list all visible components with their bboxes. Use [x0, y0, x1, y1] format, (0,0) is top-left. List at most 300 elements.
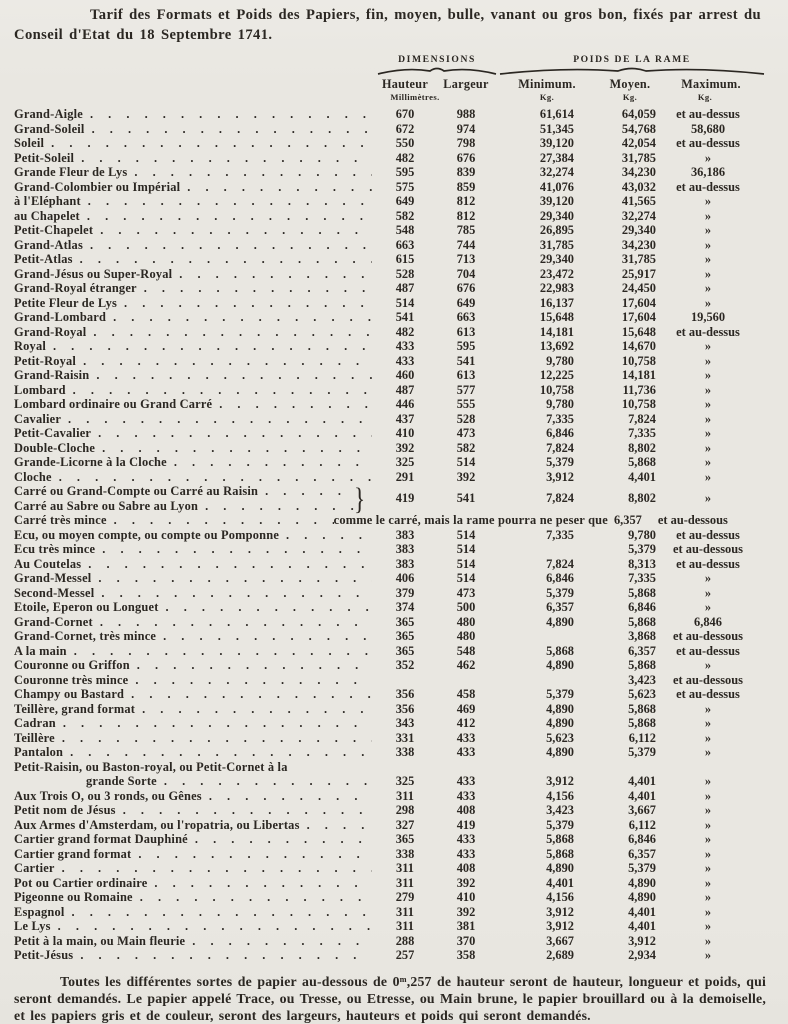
maximum-value: 6,846: [694, 614, 722, 629]
format-name: Pigeonne ou Romaine: [14, 890, 133, 904]
format-name-cell: [14, 223, 376, 238]
format-name: Couronne ou Griffon: [14, 658, 130, 672]
largeur-value: 500: [456, 600, 476, 614]
format-name-cell: [14, 687, 376, 702]
largeur-value: 514: [456, 527, 476, 542]
format-name-cell: [14, 470, 376, 485]
format-name: Petit-Cavalier: [14, 426, 92, 440]
hauteur-value: 672: [395, 121, 415, 136]
brace-glyph: }: [354, 481, 366, 516]
spanning-note: comme le carré, mais la rame pourra ne peser que: [333, 513, 608, 527]
format-name: Pantalon: [14, 745, 64, 759]
moyen-value: 4,401: [628, 919, 656, 933]
moyen-value: 6,357: [628, 643, 656, 658]
moyen-value: 17,604: [621, 295, 656, 310]
largeur-value: 548: [456, 643, 476, 658]
format-name: Petit nom de Jésus: [14, 803, 116, 817]
format-name: Espagnol: [14, 904, 65, 919]
table-row: [14, 397, 766, 412]
hauteur-value: 288: [395, 933, 415, 948]
table-row: [14, 615, 766, 630]
dot-leader: [61, 412, 372, 427]
hauteur-value: 352: [395, 658, 415, 672]
format-name-cell: [14, 832, 376, 847]
minimum-value: 4,401: [546, 875, 574, 890]
largeur-value: 433: [456, 832, 476, 846]
maximum-value: et au-dessous: [673, 542, 743, 556]
hauteur-value: 615: [395, 252, 415, 266]
hauteur-value: 433: [395, 339, 415, 353]
dot-leader: [300, 818, 372, 833]
moyen-value: 11,736: [622, 382, 656, 397]
hauteur-value: 487: [395, 382, 415, 397]
format-name: Grand-Royal étranger: [14, 281, 137, 295]
format-name: Ecu très mince: [14, 542, 96, 556]
moyen-value: 34,230: [621, 237, 656, 252]
hauteur-value: 365: [395, 614, 415, 629]
dot-leader: [93, 615, 372, 630]
maximum-value: et au-dessus: [676, 556, 740, 571]
format-name-cell: [14, 310, 376, 325]
format-name: Carré ou Grand-Compte ou Carré au Raisin: [14, 484, 259, 498]
format-name: Au Coutelas: [14, 556, 82, 571]
hauteur-value: 279: [395, 890, 415, 904]
largeur-value: 514: [456, 455, 476, 469]
minimum-value: 9,780: [546, 397, 574, 411]
dot-leader: [81, 557, 372, 572]
largeur-value: 541: [456, 353, 476, 368]
maximum-value: »: [704, 223, 712, 237]
largeur-value: 676: [456, 281, 476, 295]
maximum-value: »: [704, 919, 712, 933]
moyen-value: 9,780: [628, 527, 656, 542]
dot-leader: [116, 803, 372, 818]
largeur-value: 433: [456, 730, 476, 745]
format-name-cell: [14, 818, 376, 833]
format-name: Cartier grand format Dauphiné: [14, 832, 188, 846]
dot-leader: [85, 122, 372, 137]
dimensions-brace: [376, 65, 498, 76]
minimum-value: 3,423: [546, 803, 574, 817]
hauteur-value: 649: [395, 194, 415, 208]
dot-leader: [130, 658, 372, 673]
maximum-value: »: [704, 339, 712, 353]
largeur-value: 812: [456, 194, 476, 208]
table-row: [14, 644, 766, 659]
format-name: Petit à la main, ou Main fleurie: [14, 933, 186, 948]
format-name: Aux Trois O, ou 3 ronds, ou Gênes: [14, 788, 202, 803]
table-row: [14, 339, 766, 354]
dot-leader: [80, 209, 372, 224]
largeur-value: 358: [456, 948, 476, 962]
maximum-value: »: [704, 658, 712, 672]
moyen-value: 5,868: [628, 658, 656, 672]
moyen-value: 15,648: [621, 324, 656, 339]
maximum-value: »: [704, 150, 712, 165]
moyen-value: 17,604: [621, 310, 656, 324]
moyen-value: 25,917: [621, 266, 656, 281]
format-name: Petit-Soleil: [14, 150, 75, 165]
maximum-value: »: [704, 904, 712, 919]
dot-leader: [137, 281, 372, 296]
format-name: Double-Cloche: [14, 440, 96, 455]
dot-leader: [156, 629, 372, 644]
moyen-value: 4,401: [628, 788, 656, 803]
minimum-value: 7,824: [546, 556, 574, 571]
minimum-value: 4,890: [546, 658, 574, 672]
format-name: Teillère, grand format: [14, 701, 136, 716]
format-name: Grande-Licorne à la Cloche: [14, 455, 167, 469]
format-name: Royal: [14, 339, 46, 353]
table-row: [14, 426, 766, 441]
table-row: [14, 223, 766, 238]
moyen-value: 3,912: [628, 933, 656, 948]
table-row: [14, 122, 766, 137]
format-name-cell: [14, 629, 376, 644]
dot-leader: [279, 528, 372, 543]
format-name: Grand-Atlas: [14, 237, 83, 252]
minimum-value: 3,912: [546, 919, 574, 933]
dot-leader: [55, 861, 372, 876]
maximum-value: »: [704, 846, 712, 861]
format-name: Aux Armes d'Amsterdam, ou l'ropatria, ou Libertas: [14, 817, 300, 832]
maximum-value: et au-dessous: [673, 672, 743, 687]
moyen-value: 42,054: [621, 136, 656, 150]
format-name: Petit-Jésus: [14, 948, 74, 962]
table-row: [14, 252, 766, 267]
format-name: Grand-Lombard: [14, 310, 107, 324]
minimum-value: 5,379: [546, 585, 574, 600]
group-header-dimensions: DIMENSIONS: [398, 54, 476, 65]
moyen-value: 10,758: [621, 397, 656, 411]
format-name-cell: [14, 397, 376, 412]
maximum-value: »: [704, 774, 712, 788]
dot-leader: [157, 774, 372, 789]
moyen-value: 54,768: [621, 121, 656, 136]
format-name-cell: [14, 557, 376, 572]
footer-paragraph: Toutes les différentes sortes de papier au-dessous de 0ᵐ,257 de hauteur seront de hauteur, longueur et poids, qui seront demandés. Le papier appelé Trace, ou Tresse, ou Etresse, ou Main brune, le papier brouillard ou à la demoiselle, et les papiers gris et de couleur, seront des largeurs, hauteurs et poids qui seront demandés.: [14, 973, 766, 1023]
moyen-value: 5,868: [628, 701, 656, 716]
maximum-value: et au-dessus: [676, 687, 740, 701]
minimum-value: [498, 673, 584, 688]
table-row: [14, 107, 766, 122]
minimum-value: 5,379: [546, 687, 574, 701]
dot-leader: [83, 107, 372, 122]
format-name-cell: [14, 644, 376, 659]
dot-leader: [73, 252, 372, 267]
maximum-value: »: [704, 890, 712, 904]
largeur-value: 613: [456, 368, 476, 382]
dot-leader: [44, 136, 372, 151]
hauteur-value: 327: [395, 817, 415, 832]
format-name-cell: [14, 209, 376, 224]
format-name: Teillère: [14, 730, 55, 745]
hauteur-value: 582: [395, 208, 415, 223]
largeur-value: 412: [456, 716, 476, 730]
dot-leader: [128, 673, 372, 688]
table-row: [14, 789, 766, 804]
maximum-value: »: [704, 411, 712, 426]
format-name-cell: [14, 702, 376, 717]
table-row: [14, 136, 766, 151]
hauteur-value: 365: [395, 832, 415, 846]
hauteur-value: 460: [395, 368, 415, 382]
largeur-value: 812: [456, 208, 476, 223]
table-row: [14, 325, 766, 340]
maximum-value: »: [704, 817, 712, 832]
dot-leader: [147, 876, 372, 891]
table-row: [14, 847, 766, 862]
table-row: [14, 803, 766, 818]
table-row: [14, 238, 766, 253]
largeur-value: 433: [456, 774, 476, 788]
dot-leader: [185, 934, 372, 949]
table-row: [14, 760, 766, 775]
format-name-cell: [14, 325, 376, 340]
minimum-value: 27,384: [539, 150, 574, 165]
table-row: [14, 368, 766, 383]
format-name-cell: [14, 658, 376, 673]
format-name-cell: [14, 165, 376, 180]
minimum-value: 4,890: [546, 745, 574, 759]
dot-leader: [94, 586, 372, 601]
table-row: [14, 818, 766, 833]
format-name: Petite Fleur de Lys: [14, 295, 118, 310]
table-row: [14, 629, 766, 644]
dot-leader: [67, 644, 372, 659]
hauteur-value: 392: [395, 440, 415, 455]
col-header-hauteur: Hauteur: [381, 77, 429, 91]
table-row: [14, 481, 766, 516]
hauteur-value: 311: [396, 861, 414, 875]
format-name-cell: [14, 731, 376, 746]
format-name-cell: [14, 716, 376, 731]
table-row: [14, 267, 766, 282]
dot-leader: [127, 165, 372, 180]
col-header-largeur: Largeur: [443, 77, 489, 91]
minimum-value: 5,379: [546, 455, 574, 469]
moyen-value: 6,846: [628, 600, 656, 614]
largeur-value: 988: [456, 107, 476, 121]
format-name: Petit-Chapelet: [14, 223, 94, 237]
maximum-value: »: [704, 194, 712, 208]
minimum-value: 4,890: [546, 716, 574, 730]
largeur-value: 480: [456, 614, 476, 629]
format-name-cell: [14, 905, 376, 920]
moyen-value: 8,313: [628, 556, 656, 571]
largeur-value: 859: [456, 179, 476, 194]
largeur-value: 785: [456, 223, 476, 237]
format-name: Grand-Raisin: [14, 368, 90, 382]
dot-leader: [202, 789, 372, 804]
maximum-value: 58,680: [690, 121, 726, 136]
format-name: Petit-Royal: [14, 353, 77, 368]
dot-leader: [65, 905, 373, 920]
table-row: [14, 673, 766, 688]
format-name-cell: [14, 745, 376, 760]
minimum-value: 31,785: [539, 237, 574, 252]
format-name-cell: [14, 339, 376, 354]
minimum-value: 2,689: [546, 948, 574, 962]
hauteur-value: 514: [395, 295, 415, 310]
moyen-value: 7,335: [628, 426, 656, 440]
format-name: grande Sorte: [86, 774, 157, 788]
maximum-value: »: [704, 571, 712, 585]
table-row: [14, 194, 766, 209]
minimum-value: 4,890: [546, 861, 574, 875]
minimum-value: 26,895: [539, 223, 574, 237]
largeur-value: 663: [456, 310, 476, 324]
maximum-value: et au-dessous: [673, 629, 743, 643]
table-row: [14, 934, 766, 949]
maximum-value: »: [704, 295, 712, 310]
moyen-value: 6,112: [628, 730, 656, 745]
minimum-value: 22,983: [539, 281, 574, 295]
moyen-value: 32,274: [621, 208, 656, 223]
format-name: Cadran: [14, 716, 56, 730]
largeur-value: 381: [456, 919, 476, 933]
largeur-value: 798: [456, 136, 476, 150]
hauteur-value: 356: [395, 701, 415, 716]
format-name: Lombard ordinaire ou Grand Carré: [14, 397, 213, 411]
dot-leader: [172, 267, 372, 282]
dot-leader: [66, 383, 372, 398]
largeur-value: 577: [456, 382, 476, 397]
maximum-value: et au-dessus: [676, 179, 740, 194]
moyen-value: 5,868: [628, 716, 656, 730]
moyen-value: 6,112: [628, 817, 656, 832]
minimum-value: 5,868: [546, 832, 574, 846]
format-name: au Chapelet: [14, 208, 80, 223]
dot-leader: [93, 223, 372, 238]
table-row: [14, 412, 766, 427]
moyen-value: 3,868: [628, 629, 656, 643]
format-name-cell: [14, 760, 766, 775]
hauteur-value: 575: [395, 179, 415, 194]
maximum-value: »: [704, 745, 712, 759]
table-rows: [14, 107, 766, 963]
table-row: [14, 383, 766, 398]
moyen-value: 29,340: [621, 223, 656, 237]
poids-brace: [498, 65, 766, 76]
moyen-value: 31,785: [621, 150, 656, 165]
minimum-value: [498, 542, 584, 557]
largeur-value: 514: [456, 571, 476, 585]
format-name-cell: [14, 948, 376, 963]
hauteur-value: 410: [395, 426, 415, 440]
table-row: [14, 165, 766, 180]
format-name-cell: [14, 354, 376, 369]
dot-leader: [212, 397, 372, 412]
format-name: Second-Messel: [14, 585, 95, 600]
format-name-cell: [14, 136, 376, 151]
largeur-value: 433: [456, 745, 476, 759]
largeur-value: 433: [456, 846, 476, 861]
format-name: à l'Eléphant: [14, 194, 81, 208]
moyen-value: 5,379: [628, 745, 656, 759]
dot-leader: [81, 194, 372, 209]
maximum-value: »: [704, 832, 712, 846]
minimum-value: 4,890: [546, 701, 574, 716]
largeur-value: 974: [456, 121, 476, 136]
hauteur-value: 311: [396, 919, 414, 933]
moyen-value: 64,059: [621, 107, 656, 121]
hauteur-value: 446: [395, 397, 415, 411]
format-name-cell: [14, 426, 376, 441]
hauteur-value: 482: [395, 324, 415, 339]
format-name-cell: [14, 484, 354, 513]
table-row: [14, 600, 766, 615]
minimum-value: 4,156: [546, 788, 574, 803]
moyen-value: 5,868: [628, 585, 656, 600]
dot-leader: [76, 354, 372, 369]
maximum-value: »: [704, 491, 712, 506]
format-name-cell: [14, 673, 376, 688]
moyen-value: 6,846: [628, 832, 656, 846]
maximum-value: »: [704, 455, 712, 469]
table-row: [14, 281, 766, 296]
minimum-value: 51,345: [539, 121, 574, 136]
moyen-value: 5,623: [628, 687, 656, 701]
table-row: [14, 658, 766, 673]
document-title: Tarif des Formats et Poids des Papiers, fin, moyen, bulle, vanant ou gros bon, fixés par arrest du Conseil d'Etat du 18 Septembre 1741.: [14, 7, 762, 43]
hauteur-value: 550: [395, 136, 415, 150]
minimum-value: 7,335: [546, 527, 574, 542]
table-row: [14, 470, 766, 485]
format-name: Pot ou Cartier ordinaire: [14, 875, 148, 890]
minimum-value: 23,472: [539, 266, 574, 281]
format-name-cell: [14, 847, 376, 862]
unit-kg-moyen: Kg.: [622, 92, 638, 102]
maximum-value: »: [704, 426, 712, 440]
format-name-line: [14, 484, 354, 499]
dot-leader: [159, 600, 372, 615]
format-name-cell: [14, 107, 376, 122]
hauteur-value: 343: [395, 716, 415, 730]
format-name: Grand-Cornet: [14, 614, 93, 629]
moyen-value: 4,890: [628, 890, 656, 904]
dot-leader: [91, 426, 372, 441]
hauteur-value: 338: [395, 745, 415, 759]
minimum-value: 6,846: [546, 426, 574, 440]
hauteur-value: 338: [395, 846, 415, 861]
format-name: Grand-Soleil: [14, 121, 85, 136]
table-row: [14, 702, 766, 717]
minimum-value: 10,758: [539, 382, 574, 397]
dot-leader: [56, 716, 372, 731]
moyen-value: 5,868: [628, 455, 656, 469]
format-name: Petit-Atlas: [14, 252, 73, 266]
largeur-value: 473: [456, 426, 476, 440]
dot-leader: [91, 571, 372, 586]
largeur-value: 392: [456, 904, 476, 919]
format-name: Cloche: [14, 469, 52, 484]
minimum-value: 3,667: [546, 933, 574, 948]
unit-kg-maximum: Kg.: [697, 92, 713, 102]
maximum-value: »: [704, 281, 712, 295]
largeur-value: 514: [456, 542, 476, 556]
moyen-value: 14,181: [621, 368, 656, 382]
moyen-value: 34,230: [621, 165, 656, 179]
moyen-value: 6,357: [613, 513, 642, 527]
moyen-value: 31,785: [621, 252, 656, 266]
largeur-value: 433: [456, 788, 476, 803]
format-name: Cartier grand format: [14, 846, 132, 861]
maximum-value: et au-dessus: [676, 107, 740, 121]
largeur-value: 462: [456, 658, 476, 672]
moyen-value: 4,401: [628, 904, 656, 919]
minimum-value: 12,225: [539, 368, 574, 382]
